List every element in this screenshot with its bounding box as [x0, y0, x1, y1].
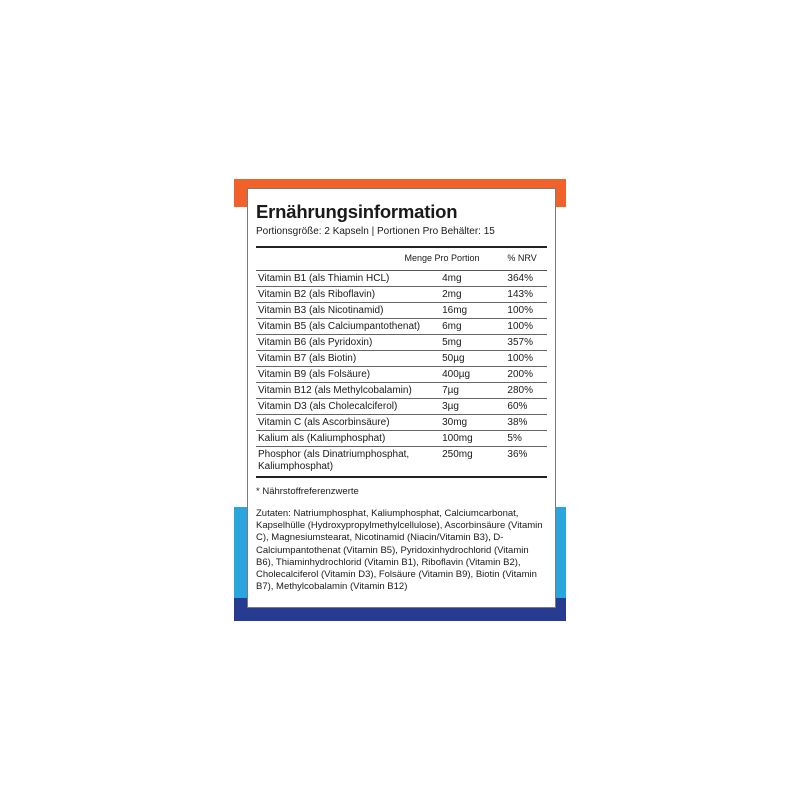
label-title: Ernährungsinformation — [256, 201, 458, 222]
nutrient-nrv: 5% — [507, 433, 522, 444]
nutrient-nrv: 60% — [507, 401, 528, 412]
nutrition-facts-panel — [247, 188, 556, 608]
nutrient-amount: 2mg — [442, 289, 462, 300]
nutrient-name: Vitamin B5 (als Calciumpantothenat) — [258, 321, 421, 332]
nutrient-name: Vitamin B1 (als Thiamin HCL) — [258, 273, 390, 284]
nutrient-amount: 5mg — [442, 337, 462, 348]
table-row — [256, 447, 547, 476]
table-row — [256, 351, 547, 367]
table-row — [256, 319, 547, 335]
footnote: * Nährstoffreferenzwerte — [256, 486, 359, 497]
nutrient-amount: 100mg — [442, 433, 473, 444]
nutrient-name: Vitamin B9 (als Folsäure) — [258, 369, 371, 380]
nutrient-nrv: 364% — [507, 273, 533, 284]
nutrient-nrv: 100% — [507, 305, 533, 316]
table-row — [256, 335, 547, 351]
table-row — [256, 303, 547, 319]
nutrient-nrv: 200% — [507, 369, 533, 380]
table-row — [256, 431, 547, 447]
serving-info: Portionsgröße: 2 Kapseln | Portionen Pro Behälter: 15 — [256, 226, 495, 237]
nutrient-nrv: 100% — [507, 353, 533, 364]
nutrient-nrv: 100% — [507, 321, 533, 332]
nutrient-nrv: 38% — [507, 417, 528, 428]
nutrient-name: Vitamin B12 (als Methylcobalamin) — [258, 385, 412, 396]
nutrient-name: Vitamin B7 (als Biotin) — [258, 353, 357, 364]
nutrient-amount: 400µg — [442, 369, 471, 380]
table-header — [256, 248, 547, 268]
nutrient-name: Vitamin B3 (als Nicotinamid) — [258, 305, 384, 316]
table-row — [256, 287, 547, 303]
nutrient-nrv: 357% — [507, 337, 533, 348]
header-amount: Menge Pro Portion — [404, 253, 480, 263]
nutrient-name: Phosphor (als Dinatriumphosphat, Kaliumphosphat) — [258, 449, 410, 472]
bottom-divider — [256, 476, 547, 478]
nutrient-amount: 3µg — [442, 401, 459, 412]
nutrient-amount: 7µg — [442, 385, 459, 396]
nutrient-amount: 250mg — [442, 449, 473, 460]
nutrient-name: Vitamin D3 (als Cholecalciferol) — [258, 401, 398, 412]
table-row — [256, 415, 547, 431]
nutrient-name: Vitamin B6 (als Pyridoxin) — [258, 337, 373, 348]
nutrient-name: Vitamin C (als Ascorbinsäure) — [258, 417, 390, 428]
nutrient-name: Vitamin B2 (als Riboflavin) — [258, 289, 376, 300]
table-row — [256, 383, 547, 399]
nutrient-nrv: 280% — [507, 385, 533, 396]
nutrient-amount: 30mg — [442, 417, 468, 428]
nutrient-nrv: 36% — [507, 449, 528, 460]
ingredients-text: Zutaten: Natriumphosphat, Kaliumphosphat, Calciumcarbonat, Kapselhülle (Hydroxypropylmethylcellulose), Ascorbinsäure (Vitamin C), Magnesiumstearat, Nicotinamid (Niacin/Vitamin B3), D-Calciumpantothenat (Vitamin B5), Pyridoxinhydrochlorid (Vitamin B6), Thiaminhydrochlorid (Vitamin B1), Riboflavin (Vitamin B2), Cholecalciferol (Vitamin D3), Folsäure (Vitamin B9), Biotin (Vitamin B7), Methylcobalamin (Vitamin B12) — [256, 508, 543, 593]
nutrient-name: Kalium als (Kaliumphosphat) — [258, 433, 386, 444]
table-row — [256, 399, 547, 415]
nutrient-amount: 16mg — [442, 305, 468, 316]
nutrient-amount: 50µg — [442, 353, 465, 364]
nutrient-amount: 4mg — [442, 273, 462, 284]
nutrient-nrv: 143% — [507, 289, 533, 300]
nutrient-table — [256, 271, 547, 476]
table-row — [256, 367, 547, 383]
nutrient-amount: 6mg — [442, 321, 462, 332]
header-nrv: % NRV — [507, 253, 537, 263]
table-row — [256, 271, 547, 287]
